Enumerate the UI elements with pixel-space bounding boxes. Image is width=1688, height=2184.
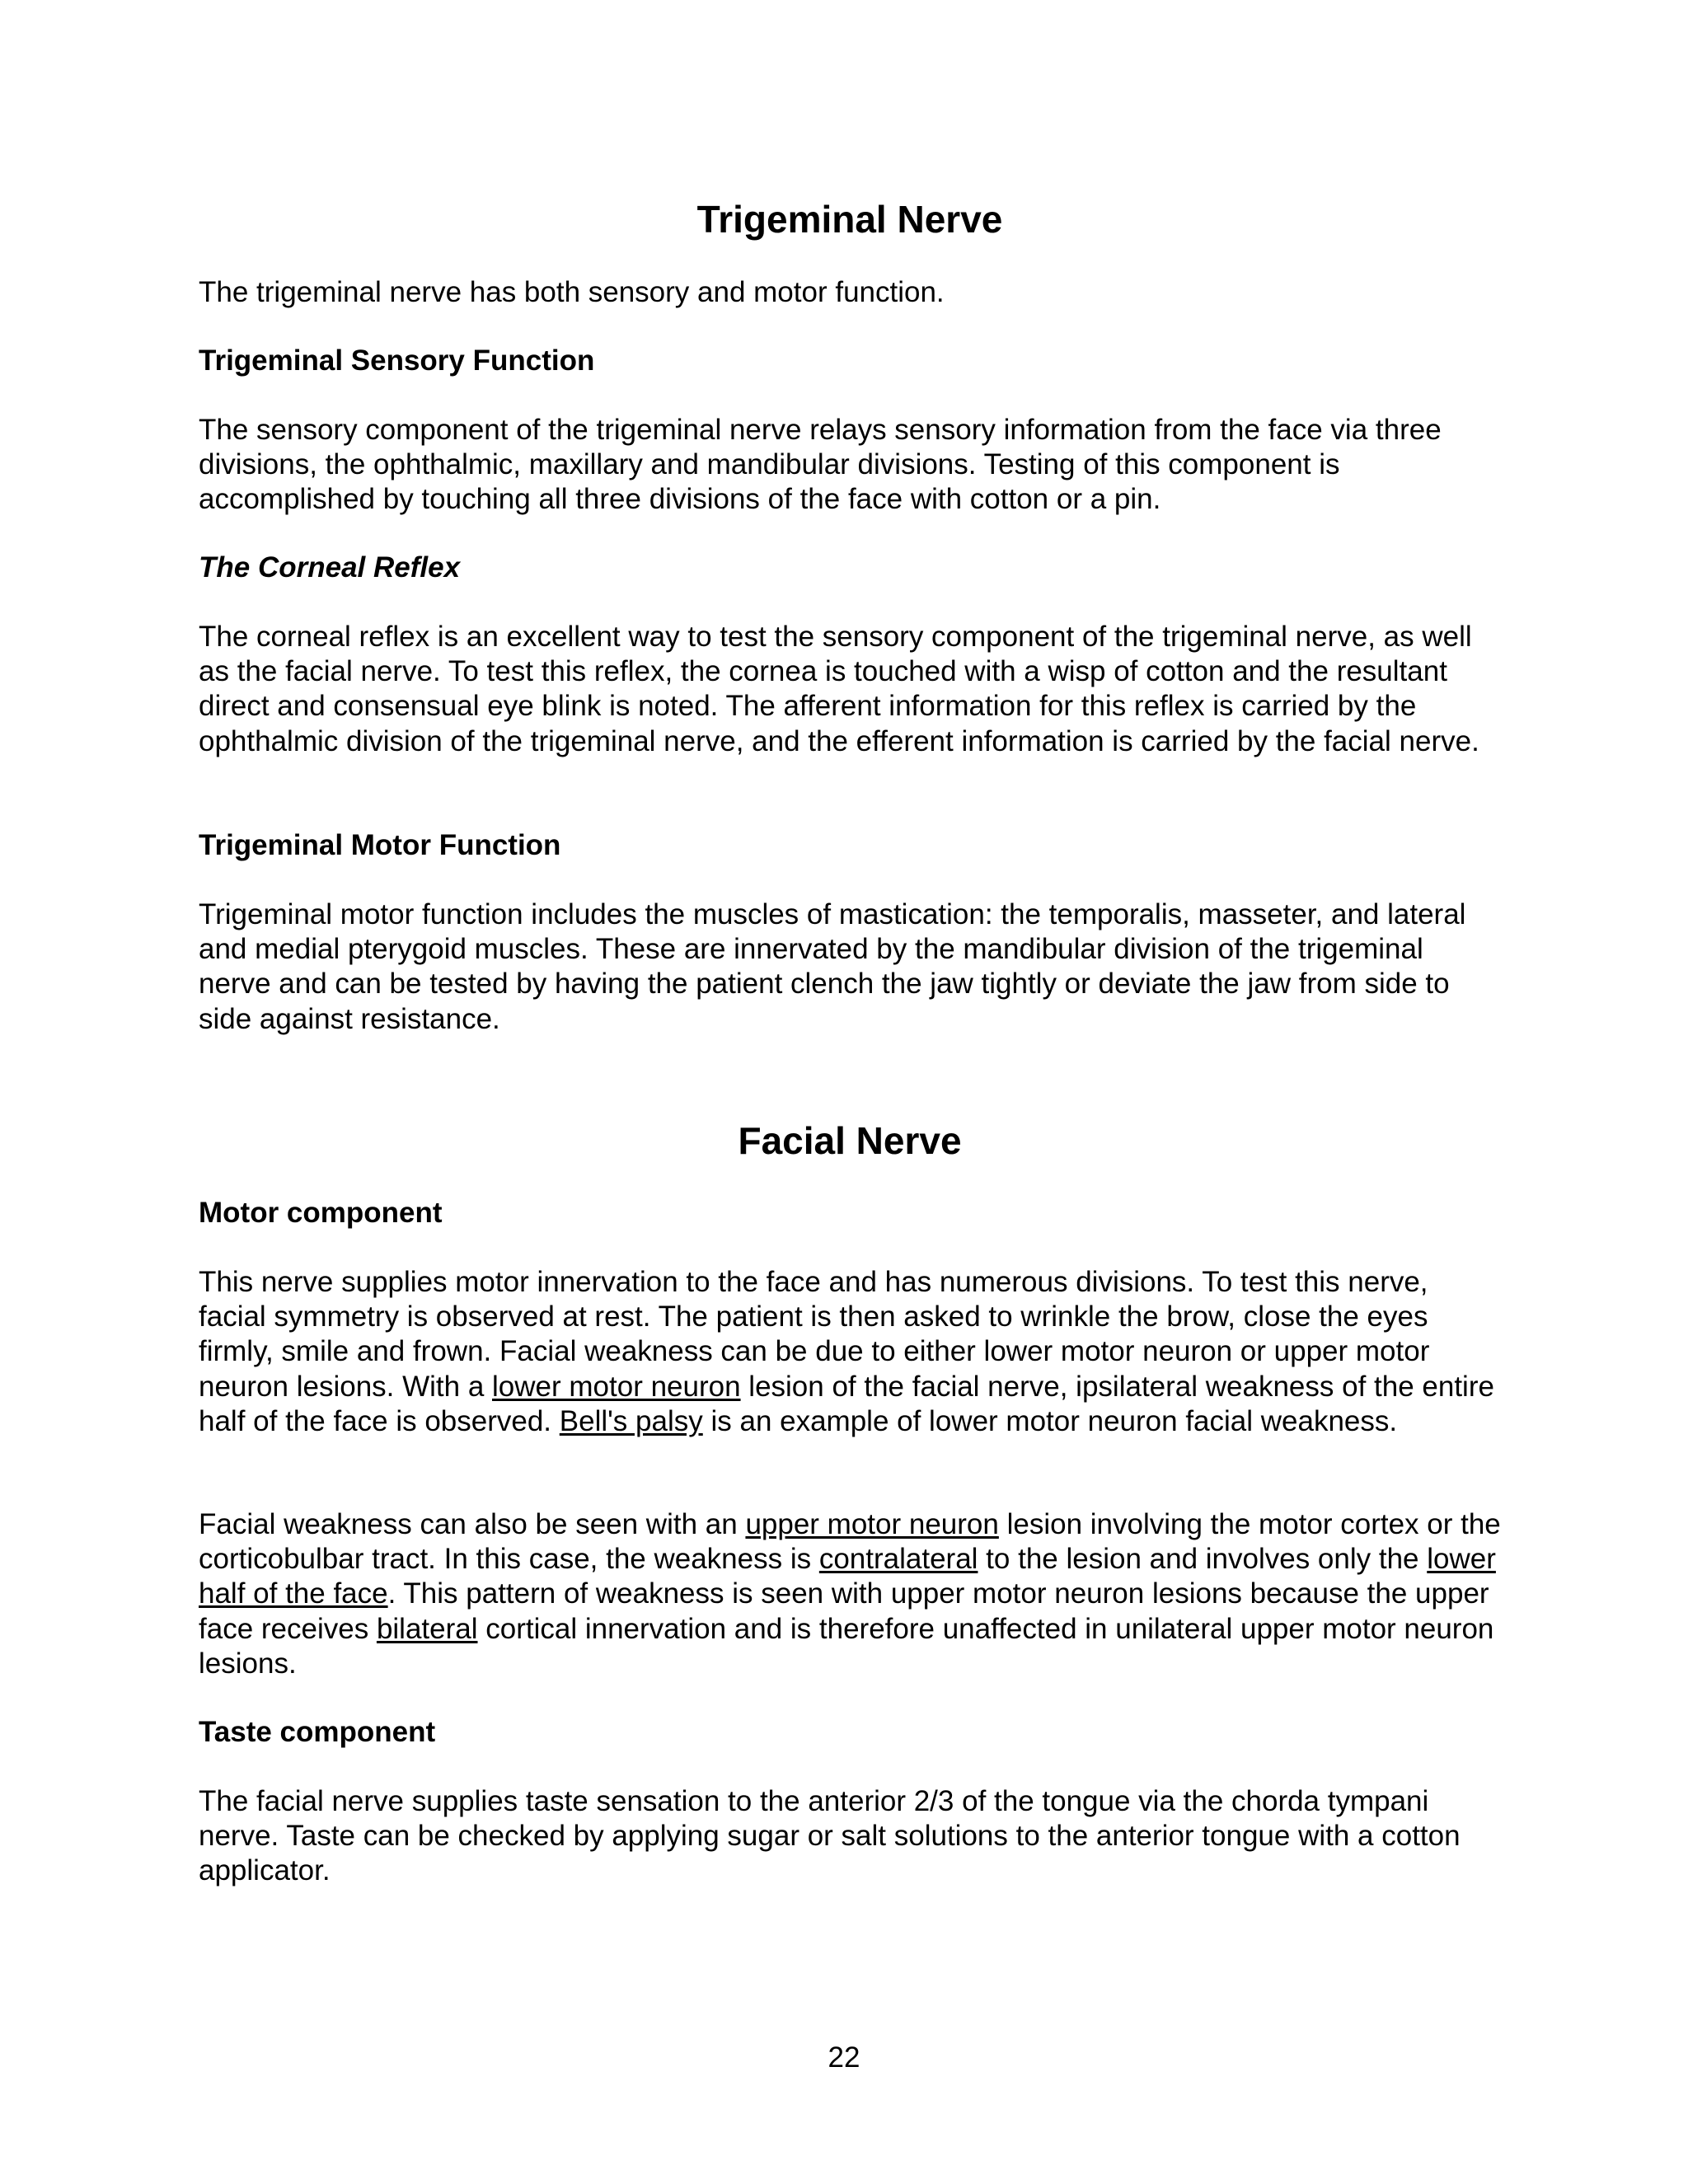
facial-title: Facial Nerve bbox=[738, 1119, 962, 1162]
text-run: cortical innervation and is therefore unaffected in unilateral upper motor neuron lesions. bbox=[199, 1612, 1494, 1680]
underlined-term-upper-motor-neuron: upper motor neuron bbox=[745, 1508, 999, 1540]
text-run: . This pattern of weakness is seen with upper motor neuron lesions because the upper face receives bbox=[199, 1577, 1489, 1645]
taste-heading: Taste component bbox=[199, 1716, 436, 1748]
trigeminal-intro: The trigeminal nerve has both sensory and motor function. bbox=[199, 276, 945, 308]
text-run: Facial weakness can also be seen with an bbox=[199, 1508, 746, 1540]
underlined-term-bilateral: bilateral bbox=[376, 1612, 478, 1645]
text-run: This nerve supplies motor innervation to the face and has numerous divisions. To test this nerve, facial symmetry is observed at rest. The patient is then asked to wrinkle the brow, close the eyes firmly, smile and frown. Facial weakness can be due to either lower motor neuron or upper motor neuron lesions. With a bbox=[199, 1266, 1430, 1403]
underlined-term-lower-motor-neuron: lower motor neuron bbox=[492, 1370, 741, 1403]
trigeminal-title: Trigeminal Nerve bbox=[696, 198, 1003, 241]
trigeminal-sensory-heading: Trigeminal Sensory Function bbox=[199, 344, 595, 377]
underlined-term-contralateral: contralateral bbox=[818, 1543, 978, 1576]
trigeminal-motor-heading: Trigeminal Motor Function bbox=[199, 829, 561, 861]
facial-motor-paragraph-1 bbox=[199, 1265, 1501, 1439]
trigeminal-sensory-text: The sensory component of the trigeminal nerve relays sensory information from the face via three divisions, the ophthalmic, maxillary and mandibular divisions. Testing of this component is accomplished by touching all three divisions of the face with cotton or a pin. bbox=[199, 414, 1442, 516]
text-run: is an example of lower motor neuron facial weakness. bbox=[702, 1404, 1398, 1437]
underlined-term-lower-half-of-face: lower half of the face bbox=[199, 1543, 1496, 1610]
text-run: lesion of the facial nerve, ipsilateral weakness of the entire half of the face is observed. bbox=[199, 1370, 1494, 1437]
trigeminal-motor-text: Trigeminal motor function includes the muscles of mastication: the temporalis, masseter, and lateral and medial pterygoid muscles. These are innervated by the mandibular division of the trigeminal nerve and can be tested by having the patient clench the jaw tightly or deviate the jaw from side to side against resistance. bbox=[199, 898, 1466, 1035]
corneal-reflex-heading: The Corneal Reflex bbox=[199, 551, 461, 583]
text-run: to the lesion and involves only the bbox=[978, 1543, 1428, 1576]
text-run: lesion involving the motor cortex or the corticobulbar tract. In this case, the weakness is bbox=[199, 1508, 1501, 1576]
corneal-reflex-text: The corneal reflex is an excellent way to test the sensory component of the trigeminal nerve, as well as the facial nerve. To test this reflex, the cornea is touched with a wisp of cotton and the resultant direct and consensual eye blink is noted. The afferent information for this reflex is carried by the ophthalmic division of the trigeminal nerve, and the efferent information is carried by the facial nerve. bbox=[199, 621, 1479, 757]
taste-text: The facial nerve supplies taste sensation to the anterior 2/3 of the tongue via the chorda tympani nerve. Taste can be checked by applying sugar or salt solutions to the anterior tongue with a cotton applicator. bbox=[199, 1785, 1461, 1887]
facial-motor-heading: Motor component bbox=[199, 1197, 443, 1229]
underlined-term-bells-palsy: Bell's palsy bbox=[559, 1404, 703, 1437]
facial-motor-paragraph-2 bbox=[199, 1507, 1501, 1681]
page-number: 22 bbox=[828, 2041, 860, 2074]
